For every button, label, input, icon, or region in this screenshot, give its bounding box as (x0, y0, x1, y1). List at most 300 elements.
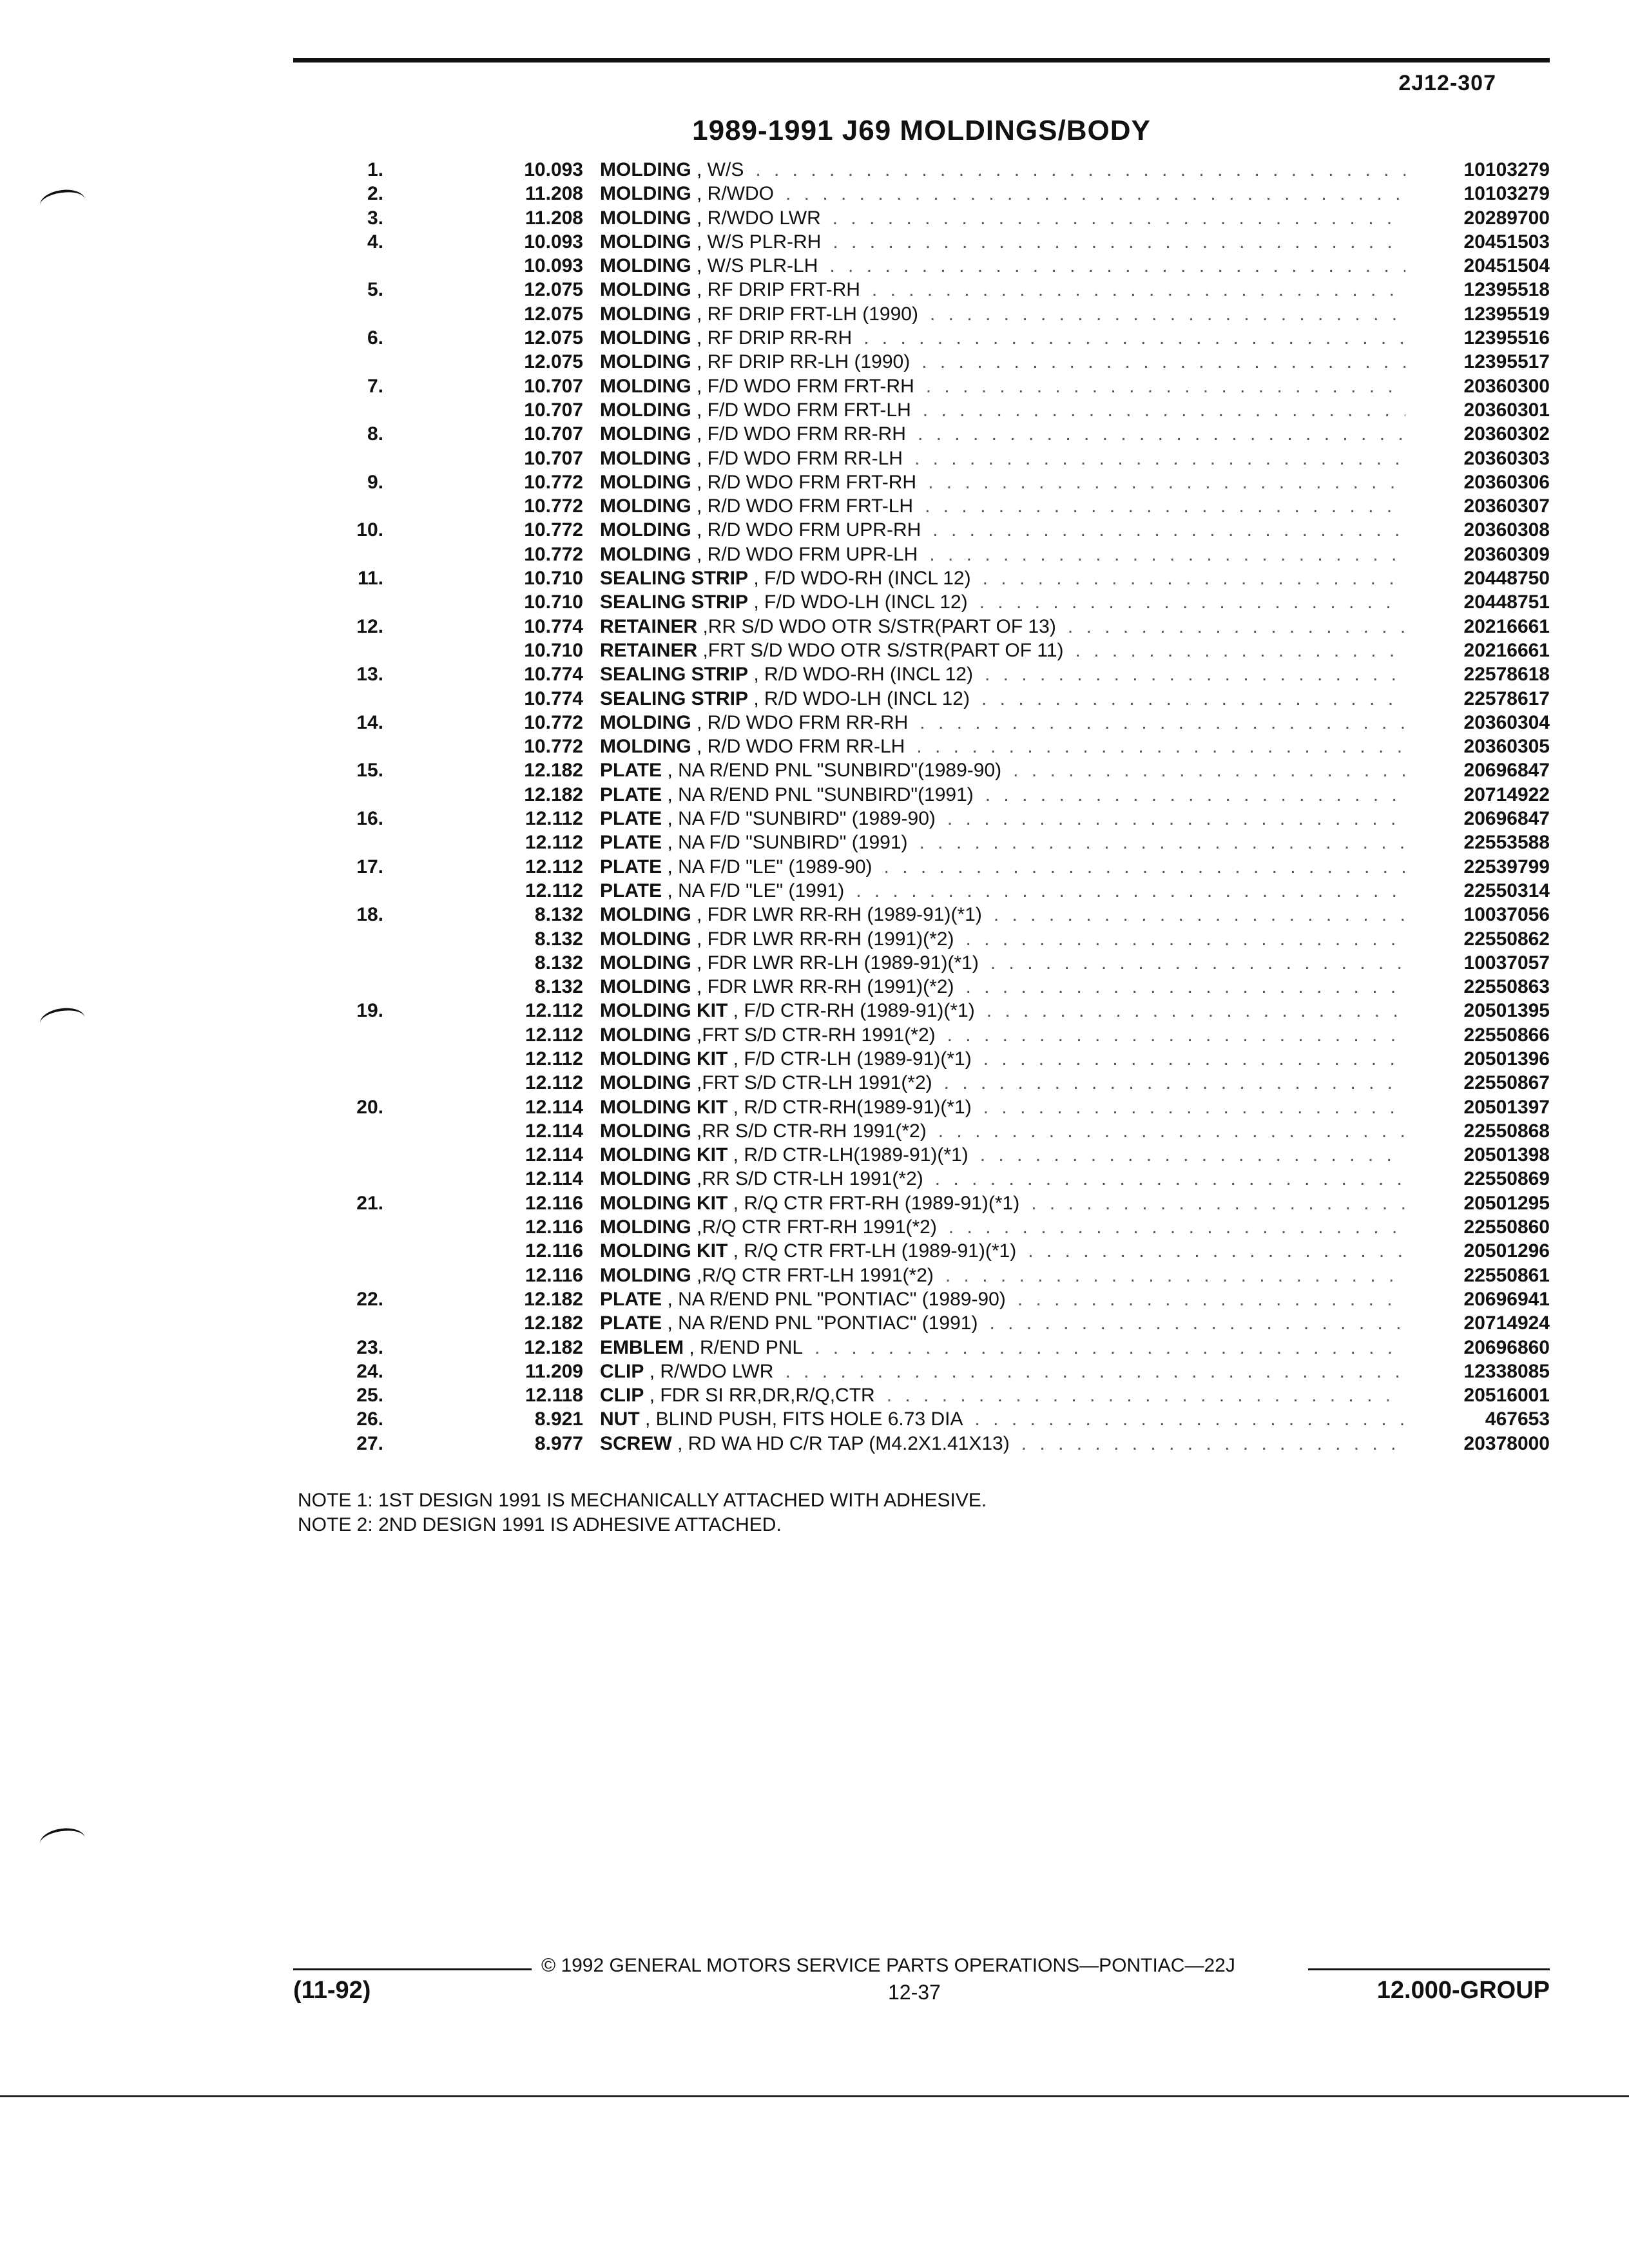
part-detail: , R/D WDO-LH (INCL 12) (753, 687, 970, 709)
dot-leader (884, 855, 1405, 879)
part-description (600, 1407, 963, 1431)
footer-date: (11-92) (293, 1977, 371, 2004)
part-row (293, 1432, 1550, 1456)
part-name: RETAINER (600, 639, 698, 661)
part-detail: , BLIND PUSH, FITS HOLE 6.73 DIA (645, 1408, 963, 1430)
part-description (600, 1191, 1019, 1215)
part-number: 20289700 (1463, 207, 1550, 229)
part-row (293, 518, 1550, 542)
group-number: 10.707 (524, 423, 583, 445)
part-detail: , RD WA HD C/R TAP (M4.2X1.41X13) (677, 1432, 1010, 1454)
part-number: 20448751 (1463, 591, 1550, 613)
part-description (600, 1383, 875, 1407)
item-number: 26. (356, 1408, 383, 1430)
item-number: 13. (356, 664, 383, 686)
part-detail: ,FRT S/D CTR-LH 1991(*2) (697, 1072, 932, 1094)
part-row (293, 1264, 1550, 1287)
part-row (293, 783, 1550, 807)
part-row (293, 302, 1550, 326)
dot-leader (949, 1215, 1405, 1239)
group-number: 8.921 (534, 1408, 583, 1430)
part-name: MOLDING KIT (600, 1096, 728, 1118)
part-name: MOLDING (600, 375, 691, 397)
binder-hole-mark (39, 1005, 87, 1035)
part-name: MOLDING (600, 351, 691, 373)
part-description (600, 951, 979, 975)
dot-leader (985, 783, 1405, 807)
group-number: 12.075 (524, 351, 583, 373)
group-number: 12.075 (524, 327, 583, 349)
item-number: 20. (356, 1096, 383, 1118)
dot-leader (872, 278, 1405, 302)
part-name: MOLDING (600, 711, 691, 733)
part-number: 20451503 (1463, 231, 1550, 253)
part-row (293, 1336, 1550, 1360)
part-description (600, 758, 1001, 782)
dot-leader (923, 398, 1405, 422)
group-number: 10.707 (524, 375, 583, 397)
part-name: SEALING STRIP (600, 591, 749, 613)
part-name: MOLDING (600, 471, 691, 493)
group-number: 11.208 (525, 207, 583, 229)
part-detail: , F/D CTR-LH (1989-91)(*1) (733, 1048, 972, 1070)
part-name: MOLDING KIT (600, 1000, 728, 1022)
part-row (293, 398, 1550, 422)
part-name: MOLDING KIT (600, 1192, 728, 1214)
item-number: 7. (367, 375, 383, 397)
part-description (600, 1432, 1010, 1456)
item-number: 5. (367, 279, 383, 301)
dot-leader (989, 1311, 1405, 1335)
part-name: MOLDING KIT (600, 1048, 728, 1070)
item-number: 24. (356, 1360, 383, 1382)
dot-leader (935, 1167, 1405, 1191)
part-number: 12395516 (1463, 327, 1550, 349)
dot-leader (1021, 1432, 1405, 1456)
group-number: 10.772 (524, 495, 583, 517)
part-number: 20360307 (1463, 495, 1550, 517)
item-number: 18. (356, 904, 383, 926)
part-name: MOLDING (600, 1072, 691, 1094)
dot-leader (829, 254, 1405, 278)
part-description (600, 398, 911, 422)
part-name: MOLDING KIT (600, 1144, 728, 1166)
dot-leader (965, 927, 1405, 951)
dot-leader (990, 951, 1405, 975)
part-name: MOLDING (600, 1264, 691, 1286)
dot-leader (920, 711, 1405, 735)
group-number: 12.182 (524, 783, 583, 805)
dot-leader (921, 350, 1405, 374)
dot-leader (947, 1023, 1405, 1047)
page-title: 1989-1991 J69 MOLDINGS/BODY (692, 115, 1151, 146)
part-name: MOLDING (600, 495, 691, 517)
group-number: 12.118 (525, 1385, 583, 1407)
part-detail: , NA R/END PNL "SUNBIRD"(1989-90) (667, 760, 1002, 782)
dot-leader (930, 302, 1405, 326)
part-description (600, 1143, 969, 1167)
part-detail: , FDR SI RR,DR,R/Q,CTR (649, 1385, 875, 1407)
part-row (293, 566, 1550, 590)
dot-leader (925, 494, 1405, 518)
footer-rule-right (1308, 1968, 1550, 1970)
part-number: 20360303 (1463, 447, 1550, 469)
item-number: 22. (356, 1288, 383, 1310)
part-name: RETAINER (600, 615, 698, 637)
part-detail: , W/S (697, 159, 744, 180)
part-name: MOLDING (600, 976, 691, 998)
dot-leader (785, 1360, 1405, 1383)
part-number: 20501398 (1463, 1144, 1550, 1166)
part-detail: , W/S PLR-LH (697, 255, 818, 277)
group-number: 12.112 (525, 856, 583, 878)
dot-leader (981, 687, 1405, 711)
item-number: 2. (367, 183, 383, 205)
dot-leader (979, 590, 1405, 614)
part-detail: , F/D WDO-RH (INCL 12) (753, 568, 971, 590)
part-description (600, 1239, 1016, 1263)
group-number: 12.112 (525, 832, 583, 854)
group-number: 12.116 (525, 1264, 583, 1286)
group-number: 12.114 (525, 1168, 583, 1190)
part-number: 20360304 (1463, 711, 1550, 733)
part-number: 22553588 (1463, 832, 1550, 854)
part-detail: , FDR LWR RR-RH (1989-91)(*1) (697, 904, 982, 926)
part-description (600, 422, 906, 446)
part-description (600, 1095, 972, 1119)
part-number: 12395517 (1463, 351, 1550, 373)
group-number: 10.772 (524, 711, 583, 733)
dot-leader (887, 1383, 1405, 1407)
group-number: 12.116 (525, 1216, 583, 1238)
part-description (600, 350, 910, 374)
part-name: CLIP (600, 1360, 644, 1382)
part-number: 12338085 (1463, 1360, 1550, 1382)
part-name: MOLDING (600, 183, 691, 205)
part-detail: , R/END PNL (689, 1336, 804, 1358)
part-detail: ,RR S/D CTR-LH 1991(*2) (697, 1168, 923, 1190)
part-description (600, 1167, 923, 1191)
item-number: 27. (356, 1432, 383, 1454)
part-row (293, 807, 1550, 831)
part-number: 12395519 (1463, 303, 1550, 325)
part-row (293, 903, 1550, 927)
dot-leader (755, 158, 1405, 182)
group-number: 8.132 (534, 928, 583, 950)
footer-rule-left (293, 1968, 532, 1970)
item-number: 10. (356, 519, 383, 541)
group-number: 12.112 (525, 1024, 583, 1046)
part-detail: , FDR LWR RR-LH (1989-91)(*1) (697, 952, 979, 974)
part-detail: , NA R/END PNL "SUNBIRD"(1991) (667, 783, 974, 805)
dot-leader (1017, 1287, 1405, 1311)
part-row (293, 350, 1550, 374)
dot-leader (786, 182, 1405, 206)
part-detail: ,R/Q CTR FRT-RH 1991(*2) (697, 1216, 937, 1238)
part-description (600, 735, 905, 758)
part-detail: , FDR LWR RR-RH (1991)(*2) (697, 976, 954, 998)
item-number: 8. (367, 423, 383, 445)
part-description (600, 230, 821, 254)
part-description (600, 182, 774, 206)
part-name: NUT (600, 1408, 640, 1430)
group-number: 10.710 (524, 639, 583, 661)
part-description (600, 543, 918, 566)
part-number: 20216661 (1463, 615, 1550, 637)
dot-leader (926, 374, 1405, 398)
part-name: MOLDING (600, 159, 691, 180)
part-name: MOLDING (600, 1168, 691, 1190)
group-number: 8.132 (534, 952, 583, 974)
binder-hole-mark (39, 1825, 87, 1856)
part-row (293, 447, 1550, 470)
part-number: 22550866 (1463, 1024, 1550, 1046)
part-description (600, 374, 914, 398)
part-detail: ,R/Q CTR FRT-LH 1991(*2) (697, 1264, 934, 1286)
group-number: 12.116 (525, 1240, 583, 1262)
part-row (293, 1360, 1550, 1383)
part-name: PLATE (600, 1312, 662, 1334)
part-number: 10037056 (1463, 904, 1550, 926)
part-description (600, 518, 921, 542)
part-number: 22550860 (1463, 1216, 1550, 1238)
part-detail: , R/D CTR-LH(1989-91)(*1) (733, 1144, 969, 1166)
part-detail: , NA F/D "LE" (1991) (667, 879, 845, 901)
part-detail: , F/D WDO FRM FRT-RH (697, 375, 914, 397)
part-detail: , RF DRIP RR-RH (697, 327, 853, 349)
part-detail: , NA F/D "SUNBIRD" (1989-90) (667, 808, 936, 830)
part-name: PLATE (600, 879, 662, 901)
group-number: 10.707 (524, 399, 583, 421)
part-row (293, 470, 1550, 494)
part-description (600, 1360, 773, 1383)
dot-leader (945, 1264, 1405, 1287)
item-number: 23. (356, 1336, 383, 1358)
part-row (293, 758, 1550, 782)
part-row (293, 1239, 1550, 1263)
part-detail: , R/Q CTR FRT-LH (1989-91)(*1) (733, 1240, 1017, 1262)
part-row (293, 1407, 1550, 1431)
part-name: PLATE (600, 832, 662, 854)
part-detail: , F/D WDO-LH (INCL 12) (753, 591, 968, 613)
part-description (600, 326, 852, 350)
dot-leader (1075, 639, 1405, 662)
group-number: 10.774 (524, 687, 583, 709)
part-number: 20451504 (1463, 255, 1550, 277)
part-row (293, 639, 1550, 662)
part-number: 20696847 (1463, 760, 1550, 782)
part-number: 22550861 (1463, 1264, 1550, 1286)
part-description (600, 687, 970, 711)
part-row (293, 543, 1550, 566)
footer-group: 12.000-GROUP (1376, 1977, 1550, 2004)
part-description (600, 1336, 803, 1360)
part-description (600, 831, 908, 854)
part-number: 20501395 (1463, 1000, 1550, 1022)
part-row (293, 831, 1550, 854)
dot-leader (916, 735, 1405, 758)
part-detail: ,RR S/D CTR-RH 1991(*2) (697, 1120, 927, 1142)
part-name: MOLDING (600, 423, 691, 445)
part-row (293, 182, 1550, 206)
group-number: 8.132 (534, 976, 583, 998)
group-number: 10.772 (524, 471, 583, 493)
part-number: 22550869 (1463, 1168, 1550, 1190)
part-row (293, 1287, 1550, 1311)
group-number: 12.182 (524, 1288, 583, 1310)
part-number: 22550314 (1463, 879, 1550, 901)
part-description (600, 1023, 936, 1047)
part-number: 20696847 (1463, 808, 1550, 830)
part-name: MOLDING (600, 736, 691, 758)
item-number: 11. (357, 568, 383, 590)
part-detail: , R/D WDO FRM UPR-LH (697, 543, 918, 565)
part-description (600, 903, 982, 927)
part-row (293, 1143, 1550, 1167)
part-name: MOLDING KIT (600, 1240, 728, 1262)
part-detail: , F/D CTR-RH (1989-91)(*1) (733, 1000, 975, 1022)
group-number: 12.114 (525, 1096, 583, 1118)
part-row (293, 1167, 1550, 1191)
part-description (600, 566, 971, 590)
part-description (600, 927, 954, 951)
part-row (293, 1215, 1550, 1239)
part-description (600, 1071, 932, 1095)
part-name: MOLDING (600, 303, 691, 325)
part-row (293, 422, 1550, 446)
part-number: 22578618 (1463, 664, 1550, 686)
dot-leader (914, 447, 1405, 470)
part-row (293, 254, 1550, 278)
group-number: 12.182 (524, 760, 583, 782)
part-description (600, 158, 744, 182)
group-number: 12.114 (525, 1120, 583, 1142)
group-number: 10.774 (524, 664, 583, 686)
part-name: MOLDING (600, 255, 691, 277)
part-number: 20714924 (1463, 1312, 1550, 1334)
dot-leader (918, 422, 1405, 446)
part-detail: , NA R/END PNL "PONTIAC" (1991) (667, 1312, 978, 1334)
group-number: 10.707 (524, 447, 583, 469)
part-description (600, 783, 974, 807)
group-number: 10.093 (524, 231, 583, 253)
part-description (600, 1047, 972, 1071)
part-name: SEALING STRIP (600, 568, 749, 590)
part-row (293, 687, 1550, 711)
part-row (293, 615, 1550, 639)
part-number: 10103279 (1463, 183, 1550, 205)
part-number: 20360308 (1463, 519, 1550, 541)
part-number: 22550862 (1463, 928, 1550, 950)
part-number: 20501396 (1463, 1048, 1550, 1070)
footer-page-number: 12-37 (888, 1981, 941, 2004)
part-description (600, 1119, 927, 1143)
dot-leader (928, 470, 1405, 494)
part-row (293, 1071, 1550, 1095)
group-number: 10.772 (524, 519, 583, 541)
part-detail: , R/Q CTR FRT-RH (1989-91)(*1) (733, 1192, 1020, 1214)
item-number: 15. (356, 760, 383, 782)
group-number: 10.710 (524, 568, 583, 590)
part-description (600, 807, 936, 831)
part-row (293, 326, 1550, 350)
group-number: 8.132 (534, 904, 583, 926)
part-row (293, 879, 1550, 903)
dot-leader (938, 1119, 1405, 1143)
part-description (600, 278, 860, 302)
dot-leader (1068, 615, 1405, 639)
part-name: MOLDING (600, 1120, 691, 1142)
item-number: 17. (356, 856, 383, 878)
part-number: 20501296 (1463, 1240, 1550, 1262)
part-row (293, 278, 1550, 302)
part-row (293, 158, 1550, 182)
part-number: 20448750 (1463, 568, 1550, 590)
binder-hole-mark (39, 187, 87, 217)
item-number: 19. (356, 1000, 383, 1022)
part-name: MOLDING (600, 207, 691, 229)
part-description (600, 590, 968, 614)
dot-leader (833, 206, 1405, 230)
part-description (600, 206, 821, 230)
part-name: MOLDING (600, 399, 691, 421)
item-number: 9. (367, 471, 383, 493)
dot-leader (987, 999, 1405, 1023)
part-detail: , R/D WDO FRM FRT-LH (697, 495, 914, 517)
part-name: CLIP (600, 1385, 644, 1407)
dot-leader (974, 1407, 1405, 1431)
dot-leader (920, 831, 1405, 854)
part-detail: , NA R/END PNL "PONTIAC" (1989-90) (667, 1288, 1006, 1310)
part-name: MOLDING (600, 904, 691, 926)
part-row (293, 1047, 1550, 1071)
part-description (600, 855, 872, 879)
dot-leader (1013, 758, 1405, 782)
group-number: 12.116 (525, 1192, 583, 1214)
part-number: 22578617 (1463, 687, 1550, 709)
part-description (600, 615, 1056, 639)
part-detail: , R/D CTR-RH(1989-91)(*1) (733, 1096, 972, 1118)
group-number: 10.710 (524, 591, 583, 613)
bottom-rule (0, 2095, 1629, 2097)
dot-leader (965, 975, 1405, 999)
part-row (293, 1095, 1550, 1119)
part-row (293, 1383, 1550, 1407)
part-description (600, 494, 913, 518)
dot-leader (856, 879, 1405, 903)
dot-leader (944, 1071, 1405, 1095)
dot-leader (815, 1336, 1405, 1360)
part-row (293, 590, 1550, 614)
group-number: 12.112 (525, 1072, 583, 1094)
part-detail: ,FRT S/D WDO OTR S/STR(PART OF 11) (702, 639, 1064, 661)
part-row (293, 662, 1550, 686)
part-description (600, 662, 973, 686)
dot-leader (947, 807, 1405, 831)
dot-leader (983, 1095, 1405, 1119)
part-row (293, 735, 1550, 758)
part-description (600, 1287, 1006, 1311)
part-detail: , R/D WDO FRM RR-LH (697, 736, 905, 758)
group-number: 12.182 (524, 1336, 583, 1358)
part-name: MOLDING (600, 928, 691, 950)
part-detail: , RF DRIP FRT-RH (697, 279, 860, 301)
part-detail: ,RR S/D WDO OTR S/STR(PART OF 13) (702, 615, 1056, 637)
parts-list (293, 158, 1550, 1456)
part-row (293, 855, 1550, 879)
part-number: 467653 (1485, 1408, 1550, 1430)
part-row (293, 230, 1550, 254)
